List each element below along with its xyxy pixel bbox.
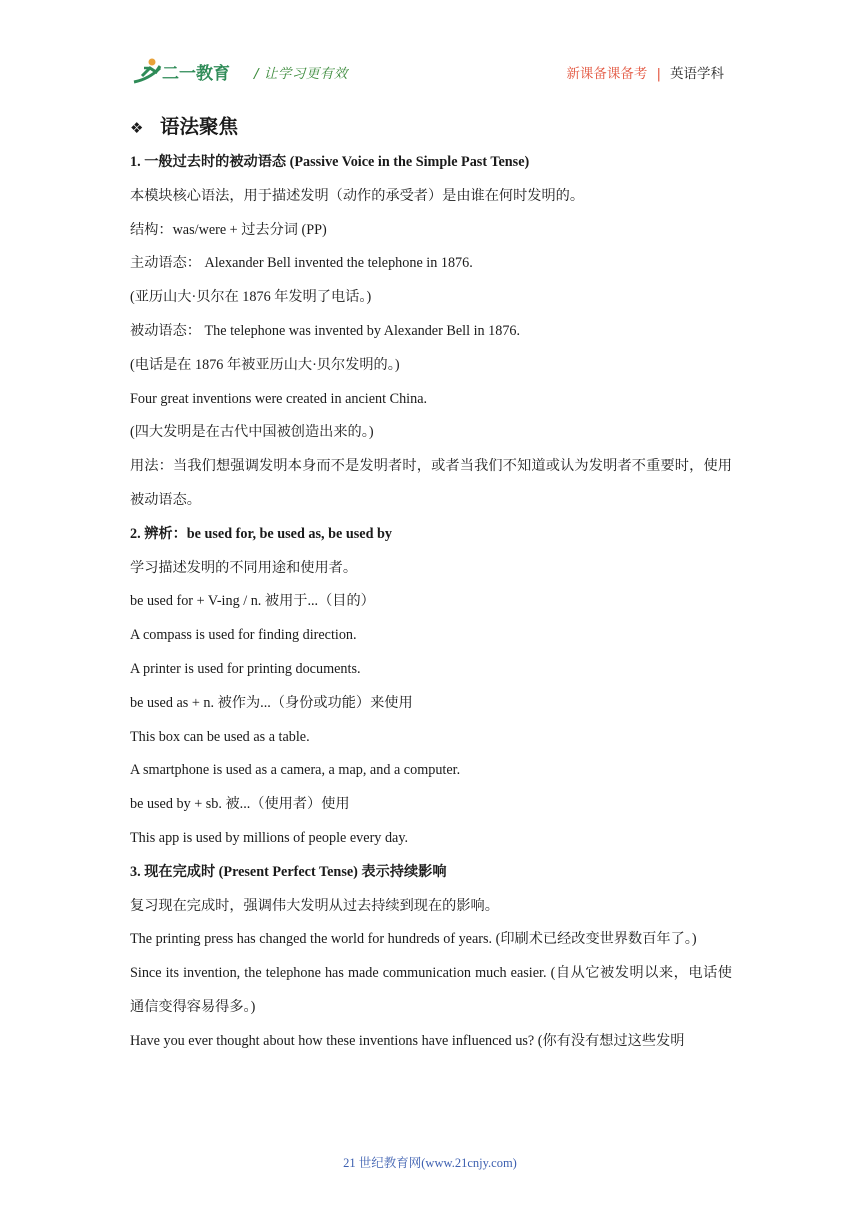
- logo-text: 二一教育: [162, 64, 230, 84]
- phrase-rule: be used for + V-ing / n. 被用于...（目的）: [130, 593, 375, 610]
- document-body: [130, 108, 732, 1059]
- paragraph: 学习描述发明的不同用途和使用者。: [130, 559, 358, 576]
- heading-passive-voice: 1. 一般过去时的被动语态 (Passive Voice in the Simple Past Tense): [130, 154, 530, 170]
- example-sentence: A compass is used for finding direction.: [130, 627, 357, 644]
- example-sentence: A smartphone is used as a camera, a map, and a computer.: [130, 762, 461, 779]
- header-subject: [566, 62, 724, 82]
- phrase-rule: be used as + n. 被作为...（身份或功能）来使用: [130, 694, 413, 711]
- example-passive: 被动语态： The telephone was invented by Alexander Bell in 1876.: [130, 322, 521, 339]
- example-translation: (电话是在 1876 年被亚历山大·贝尔发明的。): [130, 356, 400, 373]
- example-sentence: Have you ever thought about how these inventions have influenced us? (你有没有想过这些发明: [130, 1032, 685, 1049]
- slogan: / 让学习更有效: [254, 66, 348, 82]
- diamond-bullet-icon: ❖: [130, 119, 144, 137]
- header-subject-label: 英语学科: [670, 66, 724, 82]
- section-title-text: 语法聚焦: [160, 115, 239, 138]
- heading-be-used: 2. 辨析：be used for, be used as, be used by: [130, 525, 392, 542]
- page-footer: 21 世纪教育网(www.21cnjy.com): [343, 1156, 517, 1170]
- example-sentence: This box can be used as a table.: [130, 728, 310, 745]
- structure-line: 结构：was/were + 过去分词 (PP): [130, 221, 327, 238]
- example-translation: (亚历山大·贝尔在 1876 年发明了电话。): [130, 289, 372, 306]
- example-sentence: The printing press has changed the world for hundreds of years. (印刷术已经改变世界数百年了。): [130, 931, 697, 948]
- logo-runner-icon: [130, 56, 240, 88]
- header-separator: |: [656, 66, 661, 82]
- example-sentence: This app is used by millions of people every day.: [130, 829, 409, 846]
- example-sentence: A printer is used for printing documents.: [130, 660, 361, 677]
- page-header: [130, 52, 730, 92]
- usage-paragraph: 用法：当我们想强调发明本身而不是发明者时，或者当我们不知道或认为发明者不重要时，使用被动语态。: [130, 458, 732, 508]
- example-sentence: Since its invention, the telephone has made communication much easier. (自从它被发明以来，电话使通信变得容易得多。): [130, 965, 732, 1015]
- example-active: 主动语态： Alexander Bell invented the telephone in 1876.: [130, 255, 473, 272]
- paragraph: 复习现在完成时，强调伟大发明从过去持续到现在的影响。: [130, 897, 499, 914]
- example-translation: (四大发明是在古代中国被创造出来的。): [130, 424, 374, 441]
- logo: [130, 56, 240, 88]
- example-sentence: Four great inventions were created in ancient China.: [130, 390, 428, 407]
- section-title: [130, 108, 732, 146]
- header-course-label: 新课备课备考: [566, 66, 648, 82]
- paragraph: 本模块核心语法，用于描述发明（动作的承受者）是由谁在何时发明的。: [130, 187, 585, 204]
- phrase-rule: be used by + sb. 被...（使用者）使用: [130, 796, 350, 813]
- heading-present-perfect: 3. 现在完成时 (Present Perfect Tense) 表示持续影响: [130, 863, 447, 880]
